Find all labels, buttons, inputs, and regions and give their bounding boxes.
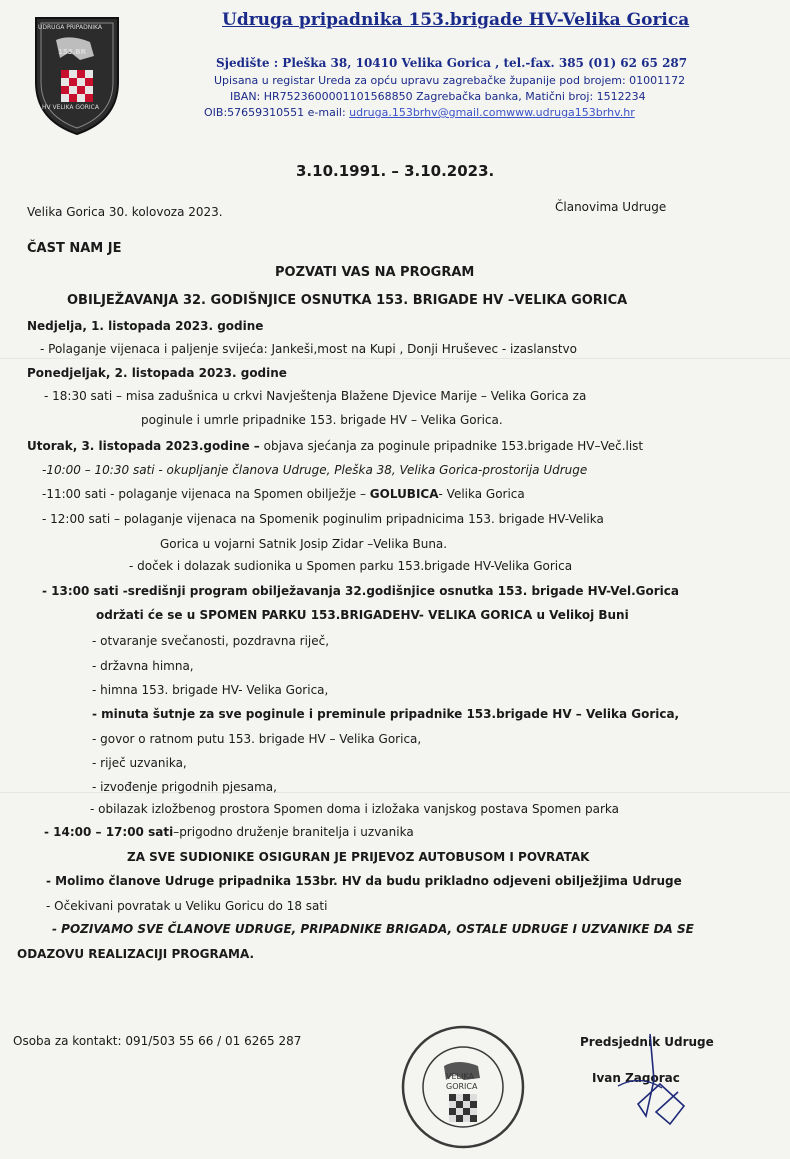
stamp-inner-bottom: GORICA bbox=[446, 1082, 478, 1091]
email-website-link[interactable]: udruga.153brhv@gmail.comwww.udruga153brhv.hr bbox=[349, 106, 635, 119]
tuesday-heading-line bbox=[27, 439, 643, 453]
return-note: - Očekivani povratak u Veliku Goricu do 18 sati bbox=[46, 899, 328, 913]
president-signature bbox=[600, 1020, 720, 1130]
program-subitem-4: - minuta šutnje za sve poginule i preminule pripadnike 153.brigade HV – Velika Gorica, bbox=[92, 707, 680, 721]
recipients: Članovima Udruge bbox=[555, 200, 667, 214]
president-title: Predsjednik Udruge bbox=[580, 1035, 714, 1049]
tuesday-item-6 bbox=[44, 825, 414, 839]
monday-line-1: - 18:30 sati – misa zadušnica u crkvi Navještenja Blažene Djevice Marije – Velika Gorica za bbox=[44, 389, 587, 403]
anniversary-dates: 3.10.1991. – 3.10.2023. bbox=[296, 162, 495, 180]
tuesday-item-5-line-1: - 13:00 sati -središnji program obilježavanja 32.godišnjice osnutka 153. brigade HV-Vel.Gorica bbox=[42, 584, 680, 598]
tuesday-item-1: -10:00 – 10:30 sati - okupljanje članova Udruge, Pleška 38, Velika Gorica-prostorija Udruge bbox=[42, 463, 588, 477]
program-subitem-6: - riječ uzvanika, bbox=[92, 756, 187, 770]
program-title: OBILJEŽAVANJA 32. GODIŠNJICE OSNUTKA 153. BRIGADE HV –VELIKA GORICA bbox=[67, 293, 628, 308]
monday-line-2: poginule i umrle pripadnike 153. brigade HV – Velika Gorica. bbox=[141, 413, 503, 427]
tuesday-item-3-line-2: Gorica u vojarni Satnik Josip Zidar –Velika Buna. bbox=[160, 537, 448, 551]
stamp-inner-top: VELIKA bbox=[446, 1072, 474, 1081]
org-oib: OIB:57659310551 e-mail: bbox=[204, 106, 350, 119]
president-name: Ivan Zagorac bbox=[592, 1071, 680, 1085]
logo-text-number: 153.BR bbox=[58, 48, 86, 56]
paper-fold-line bbox=[0, 792, 790, 793]
org-registry: Upisana u registar Ureda za opću upravu zagrebačke županije pod brojem: 01001172 bbox=[214, 74, 686, 87]
transport-notice: ZA SVE SUDIONIKE OSIGURAN JE PRIJEVOZ AUTOBUSOM I POVRATAK bbox=[127, 850, 590, 864]
tuesday-item-6-text: –prigodno druženje branitelja i uzvanika bbox=[173, 825, 414, 839]
tuesday-item-2-text: -11:00 sati - polaganje vijenaca na Spomen obilježje – bbox=[42, 487, 370, 501]
program-subitem-1: - otvaranje svečanosti, pozdravna riječ, bbox=[92, 634, 330, 648]
logo-text-top: UDRUGA PRIPADNIKA bbox=[38, 24, 102, 31]
program-subitem-8: - obilazak izložbenog prostora Spomen doma i izložaka vanjskog postava Spomen parka bbox=[90, 802, 620, 816]
stamp-ring-text bbox=[402, 1027, 403, 1033]
program-subitem-7: - izvođenje prigodnih pjesama, bbox=[92, 780, 277, 794]
place-and-date: Velika Gorica 30. kolovoza 2023. bbox=[27, 205, 223, 219]
program-subitem-2: - državna himna, bbox=[92, 659, 194, 673]
tuesday-item-2-end: - Velika Gorica bbox=[438, 487, 525, 501]
org-iban: IBAN: HR7523600001101568850 Zagrebačka banka, Matični broj: 1512234 bbox=[230, 90, 646, 103]
tuesday-heading-rest: objava sjećanja za poginule pripadnike 153.brigade HV–Več.list bbox=[259, 439, 644, 453]
tuesday-item-2-bold: GOLUBICA bbox=[369, 487, 439, 501]
program-subitem-3: - himna 153. brigade HV- Velika Gorica, bbox=[92, 683, 329, 697]
invite-heading: POZVATI VAS NA PROGRAM bbox=[275, 265, 475, 280]
tuesday-heading: Utorak, 3. listopada 2023.godine – bbox=[27, 439, 260, 453]
tuesday-item-3-line-1: - 12:00 sati – polaganje vijenaca na Spomenik poginulim pripadnicima 153. brigade HV-Velika bbox=[42, 512, 604, 526]
logo-text-bottom: HV VELIKA GORICA bbox=[42, 104, 99, 111]
call-to-action-line-1: - POZIVAMO SVE ČLANOVE UDRUGE, PRIPADNIKE BRIGADA, OSTALE UDRUGE I UZVANIKE DA SE bbox=[52, 922, 694, 936]
tuesday-item-2 bbox=[42, 487, 525, 501]
contact-person: Osoba za kontakt: 091/503 55 66 / 01 6265 287 bbox=[13, 1034, 302, 1048]
org-name: Udruga pripadnika 153.brigade HV-Velika Gorica bbox=[222, 10, 690, 30]
call-to-action-line-2: ODAZOVU REALIZACIJI PROGRAMA. bbox=[17, 947, 255, 961]
sunday-item: - Polaganje vijenaca i paljenje svijeća: Jankeši,most na Kupi , Donji Hruševec - izaslanstvo bbox=[40, 342, 577, 356]
org-address: Sjedište : Pleška 38, 10410 Velika Gorica , tel.-fax. 385 (01) 62 65 287 bbox=[216, 56, 688, 70]
honor-heading: ČAST NAM JE bbox=[27, 241, 122, 256]
tuesday-item-4: - doček i dolazak sudionika u Spomen parku 153.brigade HV-Velika Gorica bbox=[129, 559, 573, 573]
monday-heading: Ponedjeljak, 2. listopada 2023. godine bbox=[27, 366, 287, 380]
tuesday-item-6-time: - 14:00 – 17:00 sati bbox=[44, 825, 174, 839]
tuesday-item-5-line-2: održati će se u SPOMEN PARKU 153.BRIGADEHV- VELIKA GORICA u Velikoj Buni bbox=[96, 608, 629, 622]
paper-fold-line bbox=[0, 358, 790, 359]
program-subitem-5: - govor o ratnom putu 153. brigade HV – Velika Gorica, bbox=[92, 732, 422, 746]
org-oib-email bbox=[204, 106, 635, 119]
sunday-heading: Nedjelja, 1. listopada 2023. godine bbox=[27, 319, 264, 333]
dress-note: - Molimo članove Udruge pripadnika 153br. HV da budu prikladno odjeveni obilježjima Udruge bbox=[46, 874, 682, 888]
